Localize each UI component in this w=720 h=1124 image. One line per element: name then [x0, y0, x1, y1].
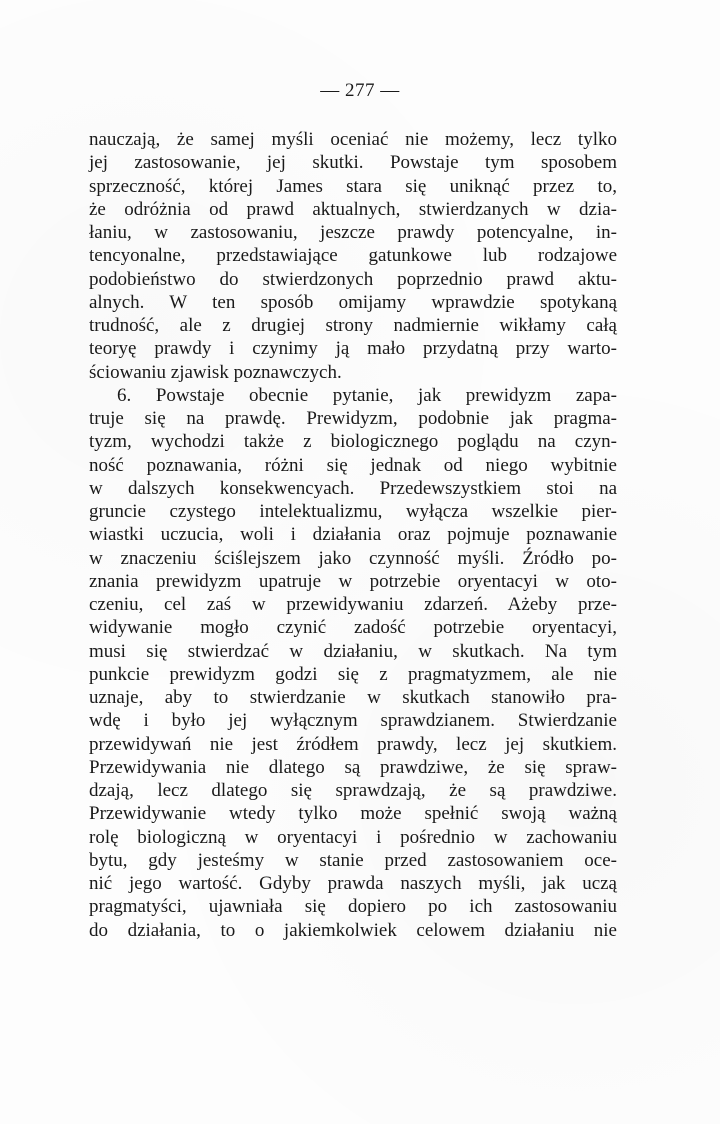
text-line: w znaczeniu ściślejszem jako czynność myśli. Źródło po-: [89, 547, 617, 569]
text-line: punkcie prewidyzm godzi się z pragmatyzmem, ale nie: [89, 663, 617, 685]
text-line: znania prewidyzm upatruje w potrzebie oryentacyi w oto-: [89, 570, 617, 592]
page-number-header: — 277 —: [320, 80, 400, 101]
text-line: tencyonalne, przedstawiające gatunkowe lub rodzajowe: [89, 245, 617, 267]
text-line: trudność, ale z drugiej strony nadmiernie wikłamy całą: [89, 315, 617, 336]
text-line: nić jego wartość. Gdyby prawda naszych myśli, jak uczą: [89, 873, 617, 894]
body-text: [89, 128, 617, 942]
text-line: jej zastosowanie, jej skutki. Powstaje tym sposobem: [89, 152, 617, 174]
text-line: nauczają, że samej myśli oceniać nie możemy, lecz tylko: [89, 129, 617, 150]
text-line: tyzm, wychodzi także z biologicznego poglądu na czyn-: [89, 431, 617, 453]
text-line: podobieństwo do stwierdzonych poprzednio prawd aktu-: [89, 268, 617, 290]
text-line: teoryę prawdy i czynimy ją mało przydatną przy warto-: [89, 338, 617, 360]
text-line: musi się stwierdzać w działaniu, w skutkach. Na tym: [89, 640, 617, 662]
text-line: truje się na prawdę. Prewidyzm, podobnie jak pragma-: [89, 408, 617, 429]
text-line: wdę i było jej wyłącznym sprawdzianem. Stwierdzanie: [89, 710, 617, 732]
text-line: czeniu, cel zaś w przewidywaniu zdarzeń. Ażeby prze-: [89, 594, 617, 615]
text-line: do działania, to o jakiemkolwiek celowem działaniu nie: [89, 919, 617, 941]
text-line: pragmatyści, ujawniała się dopiero po ich zastosowaniu: [89, 896, 617, 918]
text-line: ściowaniu zjawisk poznawczych.: [89, 361, 342, 383]
text-line: przewidywań nie jest źródłem prawdy, lecz jej skutkiem.: [89, 733, 617, 755]
text-line: bytu, gdy jesteśmy w stanie przed zastosowaniem oce-: [89, 849, 617, 871]
text-line: Przewidywanie wtedy tylko może spełnić swoją ważną: [89, 803, 617, 825]
text-line: 6. Powstaje obecnie pytanie, jak prewidyzm zapa-: [117, 384, 617, 406]
text-line: wiastki uczucia, woli i działania oraz pojmuje poznawanie: [89, 524, 617, 546]
text-line: widywanie mogło czynić zadość potrzebie oryentacyi,: [89, 617, 617, 639]
text-line: gruncie czystego intelektualizmu, wyłącza wszelkie pier-: [89, 501, 617, 522]
text-line: w dalszych konsekwencyach. Przedewszystkiem stoi na: [89, 477, 617, 499]
text-line: rolę biologiczną w oryentacyi i pośrednio w zachowaniu: [89, 826, 617, 848]
text-line: alnych. W ten sposób omijamy wprawdzie spotykaną: [89, 291, 617, 313]
text-line: uznaje, aby to stwierdzanie w skutkach stanowiło pra-: [89, 687, 617, 708]
text-line: dzają, lecz dlatego się sprawdzają, że są prawdziwe.: [89, 780, 617, 801]
text-line: Przewidywania nie dlatego są prawdziwe, że się spraw-: [89, 756, 617, 778]
text-line: łaniu, w zastosowaniu, jeszcze prawdy potencyalne, in-: [89, 222, 617, 243]
text-line: ność poznawania, różni się jednak od niego wybitnie: [89, 454, 617, 476]
text-line: sprzeczność, której James stara się uniknąć przez to,: [89, 175, 617, 197]
text-line: że odróżnia od prawd aktualnych, stwierdzanych w dzia-: [89, 198, 617, 220]
